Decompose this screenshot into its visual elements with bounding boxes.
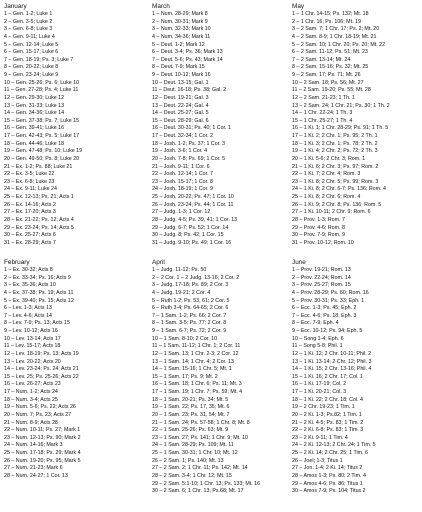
reading-line: 7 – Lev. 4-6; Acts 14	[4, 312, 52, 319]
reading-line: 28 – Judg. 4-5; Ps. 39, 41; 1 Cor. 13	[152, 216, 238, 223]
month-heading: March	[152, 3, 170, 10]
reading-line: 25 – Josh. 20-22; Ps. 47; 1 Cor. 10	[152, 194, 234, 200]
reading-line: 25 – 2 Ki. 14; 2 Chr. 25; 1 Tim. 6	[292, 450, 368, 456]
reading-line: 27 – Num. 21-23; Mark 6	[4, 465, 63, 472]
reading-line: 2 – Gen. 3-5; Luke 2	[4, 18, 53, 25]
reading-line: 30 – Amos 7-9; Ps. 104; Titus 2	[292, 488, 366, 495]
reading-line: 25 – 1 Sam. 30-31; 1 Chr. 10; Mt. 12	[152, 450, 238, 456]
reading-line: 5 – Gen. 12-14; Luke 5	[4, 41, 59, 48]
reading-line: 30 – 2 Sam. 6; 1 Chr. 13; Ps.68; Mt. 17	[152, 488, 244, 495]
reading-line: 14 – Lev. 23-24; Ps. 24; Acts 21	[4, 366, 79, 373]
reading-line: 16 – Deut. 30-31; Ps. 40; 1 Cor. 1	[152, 125, 231, 132]
reading-line: 7 – Deut. 5-6; Ps. 43; Mark 14	[152, 56, 223, 63]
reading-line: 18 – 1 Ki. 22; 2 Chr. 18; Col. 4	[292, 396, 363, 403]
reading-line: 6 – Ecc. 1-3; Ps. 45; Eph. 2	[292, 305, 357, 312]
reading-line: 2 – Ex. 33-34; Ps. 16; Acts 9	[4, 274, 71, 281]
reading-line: 10 – 1 Sam. 8-10; 2 Cor. 10	[152, 335, 218, 342]
reading-line: 18 – Gen. 44-46; Luke 18	[4, 140, 65, 147]
reading-line: 21 – 1 Ki. 6; 2 Chr. 3; Ps. 97; Rom. 2	[292, 163, 379, 170]
reading-line: 5 – Ruth 1-2; Ps. 53, 61; 2 Cor. 5	[152, 297, 230, 304]
reading-line: 10 – 2 Sam. 18; Ps. 56; Mt. 27	[292, 79, 364, 86]
reading-line: 14 – 1 Chr. 22-24; 1 Th. 3	[292, 110, 353, 117]
reading-line: 29 – Prov. 4-6; Rom. 8	[292, 224, 345, 231]
reading-line: 11 – Deut. 16-18; Ps. 38; Gal. 2	[152, 87, 227, 94]
reading-line: 26 – Ex. 14-16; Acts 2	[4, 201, 56, 208]
reading-line: 4 – Ex. 37-38; Ps. 19; Acts 11	[4, 289, 74, 296]
reading-line: 30 – Prov. 7-9; Rom. 9	[292, 232, 345, 239]
month-heading: January	[4, 3, 27, 10]
month-april	[152, 259, 290, 496]
reading-line: 12 – 1 Ki. 12; 2 Chr. 10-11; Phil. 2	[292, 350, 372, 357]
reading-line: 20 – Josh. 7-8; Ps. 69; 1 Cor. 5	[152, 155, 226, 162]
reading-line: 27 – Ex. 17-20; Acts 3	[4, 209, 56, 216]
reading-line: 16 – Gen. 39-41; Luke 16	[4, 125, 65, 132]
reading-line: 12 – 2 Sam. 21-23; 1 Th. 1	[292, 94, 355, 101]
reading-line: 4 – Gen. 9-11; Luke 4	[4, 33, 55, 40]
month-may	[292, 3, 422, 247]
reading-line: 15 – 1 Sam. 17; Ps. 9; Mt. 2	[152, 373, 218, 380]
reading-line: 24 – Josh. 18-19; 1 Cor. 9	[152, 186, 213, 193]
reading-line: 24 – Ex. 9-11; Luke 24	[4, 186, 57, 193]
reading-line: 28 – Prov. 1-3; Rom. 7	[292, 216, 345, 223]
reading-line: 17 – Gen. 42-43; Ps. 5; Luke 17	[4, 133, 80, 139]
reading-line: 13 – Lev. 20-22; Acts 20	[4, 358, 61, 365]
reading-line: 28 – 2 Sam. 3-4; 1 Chr. 12; Mt. 15	[152, 472, 232, 479]
reading-line: 22 – 1 Ki. 7; 2 Chr. 4; Rom. 3	[292, 171, 361, 178]
reading-line: 19 – 2 Chr. 19-23; 1 Tim. 1	[292, 404, 355, 411]
reading-line: 6 – 2 Sam. 11-12; Ps. 51; Mt. 23	[292, 49, 368, 56]
reading-line: 3 – Judg. 17-18; Ps. 89; 2 Cor. 3	[152, 282, 229, 289]
reading-line: 19 – Gen. 47-48; Ps. 10; Luke 19	[4, 148, 83, 155]
reading-line: 3 – Ex. 35-36; Acts 10	[4, 282, 56, 289]
reading-line: 2 – Num. 30-31; Mark 9	[152, 18, 208, 25]
reading-line: 7 – 2 Sam. 13-14; Mt. 24	[292, 56, 351, 63]
reading-line: 16 – 1 Ki. 1; 1 Chr. 28-29; Ps. 91; 1 Th. 5	[292, 125, 389, 132]
reading-line: 2 – Prov. 22-24; Rom. 14	[292, 274, 351, 281]
reading-line: 11 – Song 5-8; Phil. 1	[292, 343, 343, 350]
reading-line: 17 – 1 Sam. 19; 1 Chr. 7; Ps. 59; Mt. 4	[152, 389, 243, 395]
reading-line: 30 – Ex. 25-27; Acts 6	[4, 232, 56, 239]
reading-line: 20 – Num. 7; Ps. 23; Acts 27	[4, 411, 72, 418]
reading-line: 5 – Prov. 30-31; Ps. 33; Eph. 1	[292, 297, 365, 304]
reading-line: 11 – Lev. 15-17; Acts 18	[4, 343, 61, 350]
reading-line: 24 – Num. 14-16; Mark 3	[4, 442, 63, 449]
reading-list	[292, 267, 422, 496]
reading-line: 8 – Ecc. 7-9; Eph. 4	[292, 320, 339, 327]
month-heading: April	[152, 259, 165, 266]
reading-line: 15 – 1 Ki. 16; 2 Chr. 17; Col. 1	[292, 373, 363, 380]
reading-line: 19 – 1 Ki. 4; 2 Chr. 2; Ps. 72; 2 Th. 3	[292, 148, 378, 155]
reading-line: 20 – 1 Sam. 23; Ps. 31, 54; Mt. 7	[152, 411, 230, 418]
reading-line: 12 – 1 Sam. 13; 1 Chr. 2-3; 2 Cor. 12	[152, 350, 239, 357]
reading-line: 21 – 1 Sam. 24; Ps. 57-58; 1 Chr. 8; Mt. 8	[152, 419, 250, 426]
reading-line: 4 – 2 Sam. 8-9; 1 Chr. 18-19; Mt. 21	[292, 33, 377, 40]
reading-line: 5 – Deut. 1-2; Mark 12	[152, 41, 205, 48]
reading-line: 1 – Ex. 30-32; Acts 8	[4, 267, 53, 273]
month-march	[152, 3, 290, 247]
reading-line: 26 – Num. 19-20; Ps. 95; Mark 5	[4, 457, 81, 464]
reading-line: 21 – 2 Ki. 4-5; Ps. 83; 1 Tim. 2	[292, 419, 364, 426]
reading-list	[4, 267, 142, 481]
reading-line: 23 – 1 Ki. 8; 2 Chr. 5; Ps. 99; Rom. 3	[292, 178, 379, 185]
reading-line: 11 – Gen. 27-28; Ps. 4; Luke 11	[4, 87, 79, 94]
reading-line: 18 – Josh. 1-2; Ps. 37; 1 Cor. 3	[152, 140, 226, 147]
reading-line: 8 – Gen. 20-22; Luke 8	[4, 64, 59, 71]
reading-line: 25 – Num. 17-18; Ps. 29; Mark 4	[4, 450, 81, 456]
reading-line: 26 – Josh. 23-24; Ps. 44; 1 Cor. 11	[152, 201, 234, 208]
reading-line: 25 – 1 Ki. 8; 2 Chr. 6; Rom. 4	[292, 194, 361, 200]
reading-line: 31 – Judg. 9-10; Ps. 49; 1 Cor. 16	[152, 239, 232, 246]
reading-line: 20 – Gen. 49-50; Ps. 8; Luke 20	[4, 155, 80, 162]
month-heading: May	[292, 3, 305, 10]
reading-line: 28 – Amos 1-3; Ps. 80; 2 Tim. 4	[292, 472, 366, 479]
reading-line: 3 – Num. 32-33; Mark 10	[152, 26, 211, 33]
reading-line: 9 – Deut. 10-12; Mark 16	[152, 72, 211, 78]
reading-line: 27 – Judg. 1-3; 1 Cor. 12	[152, 209, 211, 216]
reading-line: 22 – Josh. 12-14; 1 Cor. 7	[152, 171, 213, 178]
reading-line: 23 – 2 Ki. 9-11; 1 Tim. 4	[292, 434, 348, 441]
reading-line: 29 – 2 Sam. 5:1-10; 1 Chr. 13; Ps. 133; Mt. 16	[152, 480, 261, 487]
reading-line: 29 – Judg. 6-7; Ps. 52; 1 Cor. 14	[152, 224, 229, 231]
month-heading: February	[4, 259, 30, 266]
reading-line: 19 – Num. 5-6; Ps. 22; Acts 26	[4, 404, 76, 411]
reading-line: 3 – Gen. 6-8; Luke 3	[4, 26, 53, 33]
reading-line: 31 – Ex. 28-29; Acts 7	[4, 239, 56, 246]
reading-line: 10 – Gen. 25-26; Ps. 6; Luke 10	[4, 79, 80, 86]
reading-line: 3 – 2 Sam. 7; 1 Chr. 17; Ps. 2; Mt. 20	[292, 26, 380, 33]
reading-line: 9 – 1 Sam. 6-7; Ps. 72; 2 Cor. 9	[152, 328, 227, 334]
reading-line: 1 – Prov. 19-21; Rom. 13	[292, 267, 351, 273]
reading-line: 6 – Ruth 3-4; Ps. 64-65; 2 Cor. 6	[152, 305, 229, 312]
reading-line: 17 – 1 Ki. 2; 2 Chr. 1; Ps. 95; 2 Th. 1	[292, 133, 378, 139]
reading-line: 29 – Ex. 23-24; Ps. 14; Acts 5	[4, 224, 74, 231]
reading-line: 15 – 1 Chr. 25-27; 1 Th. 4	[292, 117, 353, 124]
reading-line: 8 – Deut. 7-9; Mark 15	[152, 64, 205, 71]
reading-line: 22 – 2 Ki. 6-8; Ps. 83; 1 Tim. 3	[292, 427, 364, 434]
reading-line: 9 – 2 Sam. 17; Ps. 71; Mt. 26	[292, 72, 361, 78]
reading-line: 13 – 1 Ki. 13-14; 2 Chr. 12; Phil. 3	[292, 358, 372, 365]
reading-line: 15 – Lev. 25; Ps. 25-26; Acts 22	[4, 373, 79, 380]
reading-line: 10 – Lev. 13-14; Acts 17	[4, 335, 61, 342]
reading-line: 23 – Josh. 15-17; 1 Cor. 8	[152, 178, 213, 185]
reading-line: 28 – Num. 24-27; 1 Cor. 13	[4, 472, 68, 479]
reading-line: 15 – Deut. 28-29; Gal. 6	[152, 117, 209, 124]
reading-line: 12 – Deut. 19-21; Gal. 3	[152, 94, 209, 101]
month-june	[292, 259, 422, 496]
reading-line: 19 – Josh. 3-6; 1 Cor. 4	[152, 148, 208, 155]
reading-line: 22 – 1 Sam. 25-26; Ps. 63; Mt. 9	[152, 427, 229, 434]
reading-line: 2 – 1 Chr. 16; Ps. 106; Mt. 19	[292, 18, 361, 25]
reading-line: 3 – Prov. 25-27; Rom. 15	[292, 282, 351, 289]
reading-line: 4 – Num. 34-36; Mark 11	[152, 33, 211, 40]
reading-line: 18 – Num. 3-4; Acts 25	[4, 396, 58, 403]
reading-list	[152, 11, 290, 247]
reading-line: 4 – Judg. 19-21; 2 Cor. 4	[152, 289, 211, 296]
reading-line: 13 – 2 Sam. 24; 1 Chr. 21; Ps. 30; 1 Th. 2	[292, 102, 390, 109]
reading-line: 17 – Deut. 32-34; 1 Cor. 2	[152, 133, 213, 139]
reading-line: 27 – 2 Sam. 2; 1 Chr. 11; Ps. 142; Mt. 14	[152, 465, 248, 472]
reading-line: 24 – 1 Sam. 28-29; Ps. 109; Mt. 11	[152, 442, 234, 449]
month-february	[4, 259, 142, 481]
reading-line: 15 – Gen. 37-38; Ps. 7; Luke 15	[4, 117, 80, 124]
reading-line: 19 – 1 Sam. 22; Ps. 17, 35; Mt. 6	[152, 404, 230, 411]
reading-line: 10 – Deut. 13-15; Gal. 1	[152, 79, 209, 86]
reading-line: 14 – 1 Sam. 15-16; 1 Chr. 5; Mt. 1	[152, 366, 232, 373]
reading-line: 28 – Ex. 21-22; Ps. 12; Acts 4	[4, 216, 74, 223]
reading-line: 8 – 1 Sam. 3-5; Ps. 77; 2 Cor. 8	[152, 320, 227, 327]
reading-line: 23 – Num. 12-13; Ps. 90; Mark 2	[4, 434, 81, 441]
reading-line: 1 – Gen. 1-2; Luke 1	[4, 11, 53, 17]
reading-line: 8 – Lev. 7-9; Ps. 13; Acts 15	[4, 320, 70, 327]
reading-line: 12 – Gen. 29-30; Luke 12	[4, 94, 65, 101]
reading-list	[292, 11, 422, 247]
reading-line: 31 – Prov. 10-12; Rom. 10	[292, 239, 354, 246]
reading-line: 17 – Num. 1-2; Acts 24	[4, 389, 58, 395]
reading-line: 12 – Lev. 18-19; Ps. 13; Acts 19	[4, 350, 79, 357]
reading-line: 7 – Gen. 18-19; Ps. 3; Luke 7	[4, 56, 74, 63]
reading-line: 5 – 2 Sam. 10; 1 Chr. 20; Ps. 20; Mt. 22	[292, 41, 386, 48]
reading-line: 8 – 2 Sam. 15-16; Ps. 32; Mt. 25	[292, 64, 369, 71]
reading-line: 20 – 2 Ki. 1-3; Ps.82; 1 Tim. 1	[292, 411, 362, 418]
reading-line: 5 – Ex. 39-40; Ps. 15; Acts 12	[4, 297, 74, 304]
reading-line: 14 – Gen. 34-36; Luke 14	[4, 110, 65, 117]
reading-line: 26 – Joel; 1-3; Titus 1	[292, 457, 343, 464]
reading-line: 14 – Deut. 25-27; Gal. 5	[152, 110, 209, 117]
reading-line: 22 – Num. 10-11; Ps. 27; Mark 1	[4, 427, 81, 434]
reading-line: 2 – 2 Cor. 1 – 2 Judg. 13-16; 2 Cor. 2	[152, 274, 240, 281]
reading-line: 23 – Ex. 6-8; Luke 23	[4, 178, 55, 185]
reading-line: 9 – Ecc. 10-12; Ps. 94; Eph. 5	[292, 328, 363, 334]
reading-line: 25 – Ex. 12-13; Ps. 21; Acts 1	[4, 194, 74, 200]
reading-line: 7 – 1 Sam. 1-2; Ps. 66; 2 Cor. 7	[152, 312, 227, 319]
reading-line: 26 – 1 Ki. 9; 2 Chr. 8; Ps. 136; Rom. 5	[292, 201, 382, 208]
reading-line: 17 – 1 Ki. 20-21; Col. 3	[292, 389, 347, 395]
reading-line: 9 – Gen. 23-24; Luke 9	[4, 72, 59, 78]
reading-line: 21 – Num. 8-9; Acts 28	[4, 419, 58, 426]
month-heading: June	[292, 259, 306, 266]
reading-line: 29 – Amos 4-6; Ps. 86; Titus 1	[292, 480, 363, 487]
reading-line: 30 – Judg. 8; Ps. 42; 1 Cor. 15	[152, 232, 224, 239]
reading-line: 11 – 1 Sam. 11-12; 1 Chr. 1; 2 Cor. 11	[152, 343, 241, 350]
reading-line: 14 – 1 Ki. 15; 2 Chr. 13-16; Phil. 4	[292, 366, 372, 373]
reading-line: 22 – Ex. 3-5; Luke 22	[4, 171, 55, 178]
reading-line: 10 – Song 1-4; Eph. 6	[292, 335, 344, 342]
reading-line: 6 – Lev. 1-3; Acts 13	[4, 305, 52, 312]
reading-line: 1 – Num. 28-29; Mark 8	[152, 11, 208, 17]
reading-line: 6 – Gen. 15-17; Luke 6	[4, 49, 59, 56]
reading-line: 27 – 1 Ki. 10-11; 2 Chr. 9; Rom. 6	[292, 209, 371, 216]
reading-line: 1 – 1 Chr. 14-15; Ps. 132; Mt. 18	[292, 11, 369, 17]
reading-line: 16 – Lev. 26-27; Acts 23	[4, 381, 61, 388]
reading-line: 20 – 1 Ki. 5-6; 2 Chr. 3; Rom. 1	[292, 155, 366, 162]
reading-list	[152, 267, 290, 496]
reading-line: 21 – Josh. 9-11; 1 Cor. 6	[152, 163, 210, 170]
reading-line: 16 – 1 Ki. 17-19; Col. 2	[292, 381, 347, 388]
reading-line: 27 – Jon. 1-4; 2 Ki. 14; Titus 2	[292, 465, 363, 472]
reading-line: 18 – 1 Ki. 3; 2 Chr. 1; Ps. 78; 2 Th. 2	[292, 140, 378, 147]
reading-line: 21 – Ex. 1-2; Ps. 88; Luke 21	[4, 163, 73, 170]
reading-line: 24 – 2 Ki. 12-13; 2 Chr. 24; 1 Tim. 5	[292, 442, 376, 449]
reading-line: 16 – 1 Sam. 18; 1 Chr. 6; Ps. 11; Mt. 3	[152, 381, 242, 388]
reading-list	[4, 11, 142, 247]
reading-line: 11 – 2 Sam. 19-20; Ps. 55; Mt. 28	[292, 87, 371, 94]
reading-line: 23 – 1 Sam. 27; Ps. 141; 1 Chr. 9; Mt. 10	[152, 434, 248, 441]
reading-line: 6 – Deut. 3-4; Ps. 36; Mark 13	[152, 49, 223, 56]
reading-line: 7 – Ecc. 4-6; Ps. 18; Eph. 3	[292, 312, 357, 319]
reading-line: 13 – Gen. 31-33; Luke 13	[4, 102, 65, 109]
reading-line: 13 – 1 Sam. 14; 1 Chr. 4; 2 Cor. 13	[152, 358, 234, 365]
reading-line: 9 – Lev. 10-12; Acts 16	[4, 328, 58, 334]
reading-line: 26 – 2 Sam. 1; Ps. 140; Mt. 13	[152, 457, 224, 464]
reading-line: 13 – Deut. 22-24; Gal. 4	[152, 102, 209, 109]
month-january	[4, 3, 142, 247]
reading-line: 1 – Judg. 11-12; Ps. 50	[152, 267, 207, 273]
reading-line: 4 – Prov. 28-29; Ps. 60; Rom. 16	[292, 289, 369, 296]
reading-line: 24 – 1 Ki. 8; 2 Chr. 6-7; Ps. 136; Rom. 4	[292, 186, 386, 193]
reading-line: 18 – 1 Sam. 20-21; Ps. 34; Mt. 5	[152, 396, 229, 403]
